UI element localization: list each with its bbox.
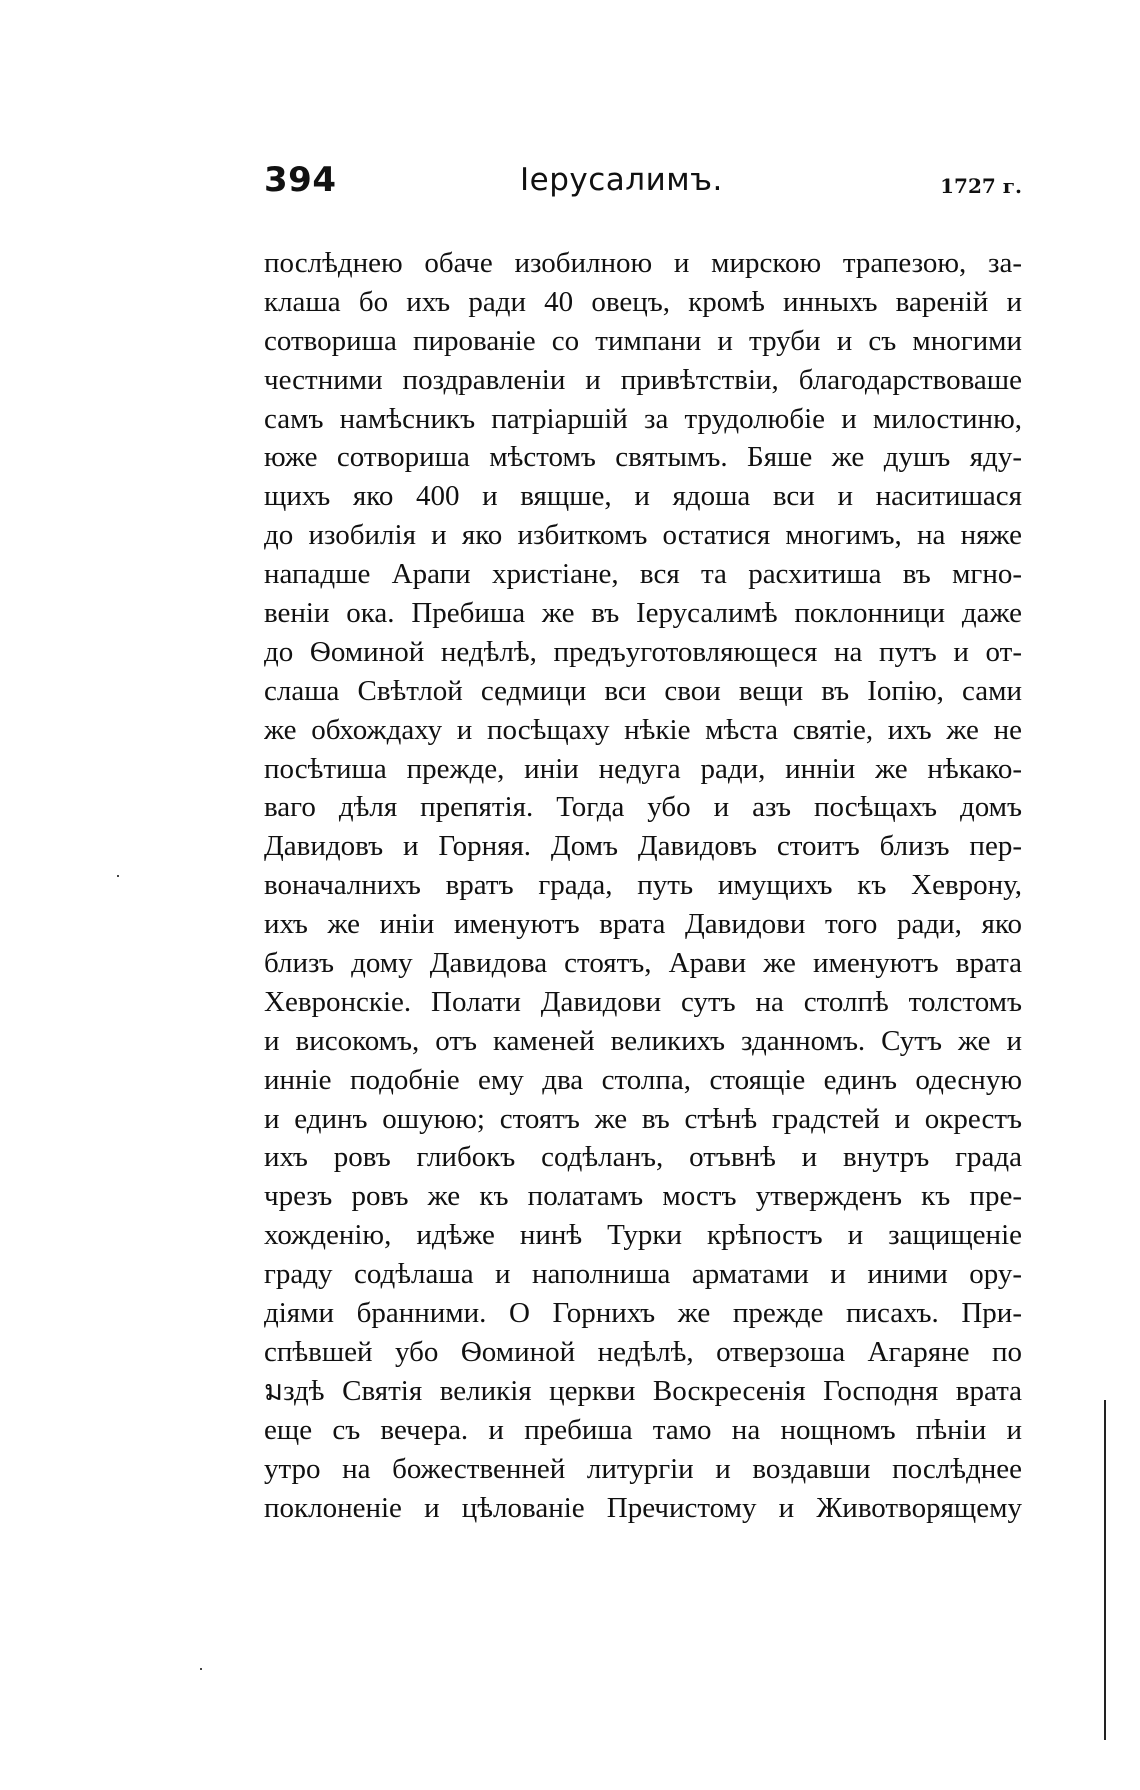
scan-speck	[200, 1668, 202, 1670]
text-line: діями бранними. О Горнихъ же прежде писахъ. При-	[264, 1297, 1022, 1330]
text-line: клаша бо ихъ ради 40 овецъ, кромѣ инныхъ вареній и	[264, 285, 1022, 318]
text-line: сотвориша пированіе со тимпани и труби и съ многими	[264, 324, 1022, 357]
text-line: послѣднею обаче изобилною и мирскою трапезою, за-	[264, 247, 1022, 279]
text-line: มздѣ Святія великія церкви Воскресенія Господня врата	[264, 1374, 1022, 1407]
text-line: Хевронскіе. Полати Давидови сутъ на столпѣ толстомъ	[264, 985, 1022, 1018]
running-head	[264, 160, 1024, 204]
scan-speck	[117, 875, 119, 877]
body-text	[264, 244, 1022, 1527]
text-line: нападше Арапи христіане, вся та расхитиша въ мгно-	[264, 558, 1022, 591]
text-line: и високомъ, отъ каменей великихъ зданномъ. Сутъ же и	[264, 1024, 1022, 1057]
text-line: еще съ вечера. и пребиша тамо на нощномъ пѣніи и	[264, 1413, 1022, 1446]
text-line: до Ѳоминой недѣлѣ, предъуготовляющеся на путъ и от-	[264, 635, 1022, 668]
text-line: веніи ока. Пребиша же въ Іерусалимѣ поклонници даже	[264, 597, 1022, 630]
text-line: честними поздравленіи и привѣтствіи, благодарствоваше	[264, 363, 1022, 396]
text-line: инніе подобніе ему два столпа, стоящіе единъ одесную	[264, 1063, 1022, 1096]
text-line: щихъ яко 400 и вящше, и ядоша вси и наситишася	[264, 480, 1022, 513]
text-line: посѣтиша прежде, иніи недуга ради, инніи же нѣкако-	[264, 752, 1022, 785]
text-line: ихъ же иніи именуютъ врата Давидови того ради, яко	[264, 908, 1022, 941]
text-line: Давидовъ и Горняя. Домъ Давидовъ стоитъ близъ пер-	[264, 830, 1022, 863]
text-line: самъ намѣсникъ патріаршій за трудолюбіе и милостиню,	[264, 402, 1022, 435]
page-number: 394	[264, 160, 337, 200]
text-line: хожденію, идѣже нинѣ Турки крѣпостъ и защищеніе	[264, 1219, 1022, 1252]
text-line: утро на божественней литургіи и воздавши послѣднее	[264, 1452, 1022, 1485]
text-line: граду содѣлаша и наполниша арматами и иними ору-	[264, 1258, 1022, 1291]
text-line: слаша Свѣтлой седмици вси свои вещи въ Іопію, сами	[264, 674, 1022, 707]
text-line: чрезъ ровъ же къ полатамъ мостъ утвержденъ къ пре-	[264, 1180, 1022, 1213]
scan-edge-line	[1104, 1400, 1106, 1740]
text-line: же обхождаху и посѣщаху нѣкіе мѣста святіе, ихъ же не	[264, 713, 1022, 746]
text-line: ихъ ровъ глибокъ содѣланъ, отъвнѣ и внутръ града	[264, 1141, 1022, 1174]
text-line: и единъ ошуюю; стоятъ же въ стѣнѣ градстей и окрестъ	[264, 1102, 1022, 1135]
text-line: до изобилія и яко избиткомъ остатися многимъ, на няже	[264, 519, 1022, 552]
text-line: ваго дѣля препятія. Тогда убо и азъ посѣщахъ домъ	[264, 791, 1022, 824]
year-marker: 1727 г.	[940, 174, 1022, 198]
text-line: воначалнихъ вратъ града, путь имущихъ къ Хеврону,	[264, 869, 1022, 902]
running-title: Іерусалимъ.	[520, 162, 723, 198]
text-line: близъ дому Давидова стоятъ, Арави же именуютъ врата	[264, 947, 1022, 980]
text-line: спѣвшей убо Ѳоминой недѣлѣ, отверзоша Агаряне по	[264, 1335, 1022, 1368]
text-line: поклоненіе и цѣлованіе Пречистому и Животворящему	[264, 1491, 1022, 1524]
text-line: юже сотвориша мѣстомъ святымъ. Бяше же душъ яду-	[264, 441, 1022, 474]
